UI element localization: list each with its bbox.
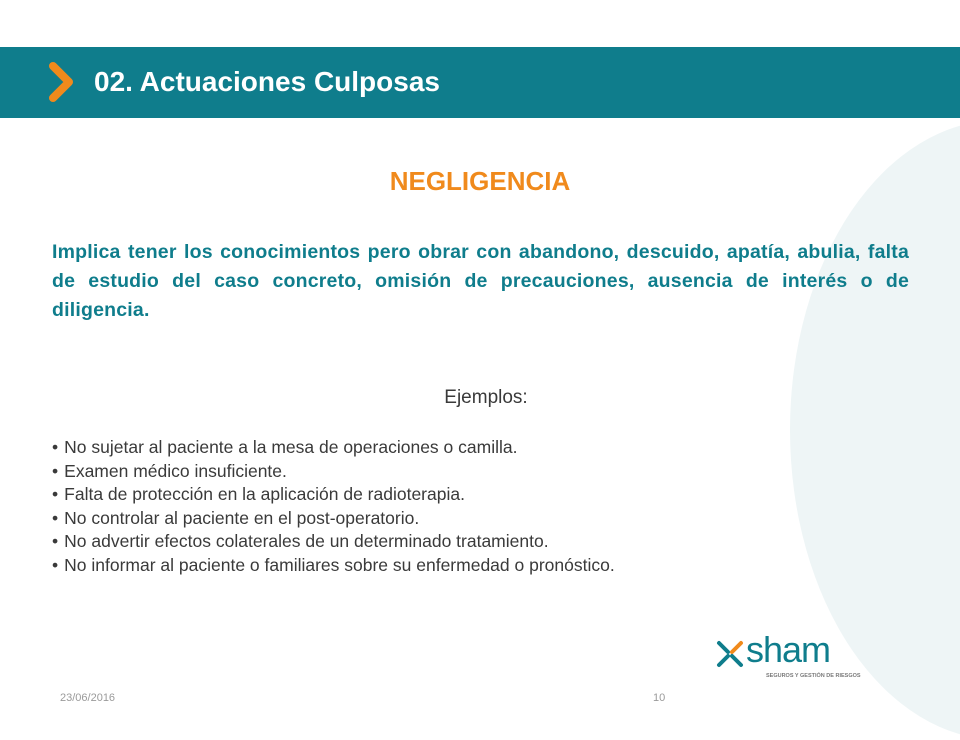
list-item-text: No sujetar al paciente a la mesa de operaciones o camilla.: [64, 437, 518, 457]
sham-logo: [716, 629, 866, 686]
list-item: [52, 507, 615, 531]
chevron-right-icon: [44, 62, 78, 102]
list-item: [52, 460, 615, 484]
section-heading: NEGLIGENCIA: [389, 166, 571, 196]
logo-tagline: SEGUROS Y GESTIÓN DE RIESGOS: [766, 673, 861, 679]
list-item: [52, 436, 615, 460]
definition-paragraph: Implica tener los conocimientos pero obrar con abandono, descuido, apatía, abulia, falta de estudio del caso concreto, omisión de precauciones, ausencia de interés o de diligencia.: [52, 241, 909, 321]
examples-list: [52, 436, 615, 578]
list-item: [52, 554, 615, 578]
list-item-text: Examen médico insuficiente.: [64, 460, 287, 481]
list-item: [52, 530, 615, 554]
list-item-text: No controlar al paciente en el post-operatorio.: [64, 507, 420, 528]
list-item-text: Falta de protección en la aplicación de radioterapia.: [64, 484, 465, 505]
list-item-text: No informar al paciente o familiares sobre su enfermedad o pronóstico.: [64, 554, 615, 575]
examples-label: Ejemplos:: [444, 387, 528, 408]
bullet-icon: •: [52, 507, 59, 528]
sham-x-icon: [716, 640, 744, 668]
bullet-icon: •: [52, 484, 59, 505]
bullet-icon: •: [52, 460, 59, 481]
bullet-icon: •: [52, 437, 59, 457]
bullet-icon: •: [52, 531, 59, 552]
logo-wordmark: sham: [746, 629, 831, 670]
list-item: [52, 483, 615, 507]
page-number: 10: [653, 692, 666, 704]
slide-title: 02. Actuaciones Culposas: [94, 66, 440, 97]
bullet-icon: •: [52, 554, 59, 575]
list-item-text: No advertir efectos colaterales de un determinado tratamiento.: [64, 531, 549, 552]
footer-date: 23/06/2016: [60, 692, 116, 704]
